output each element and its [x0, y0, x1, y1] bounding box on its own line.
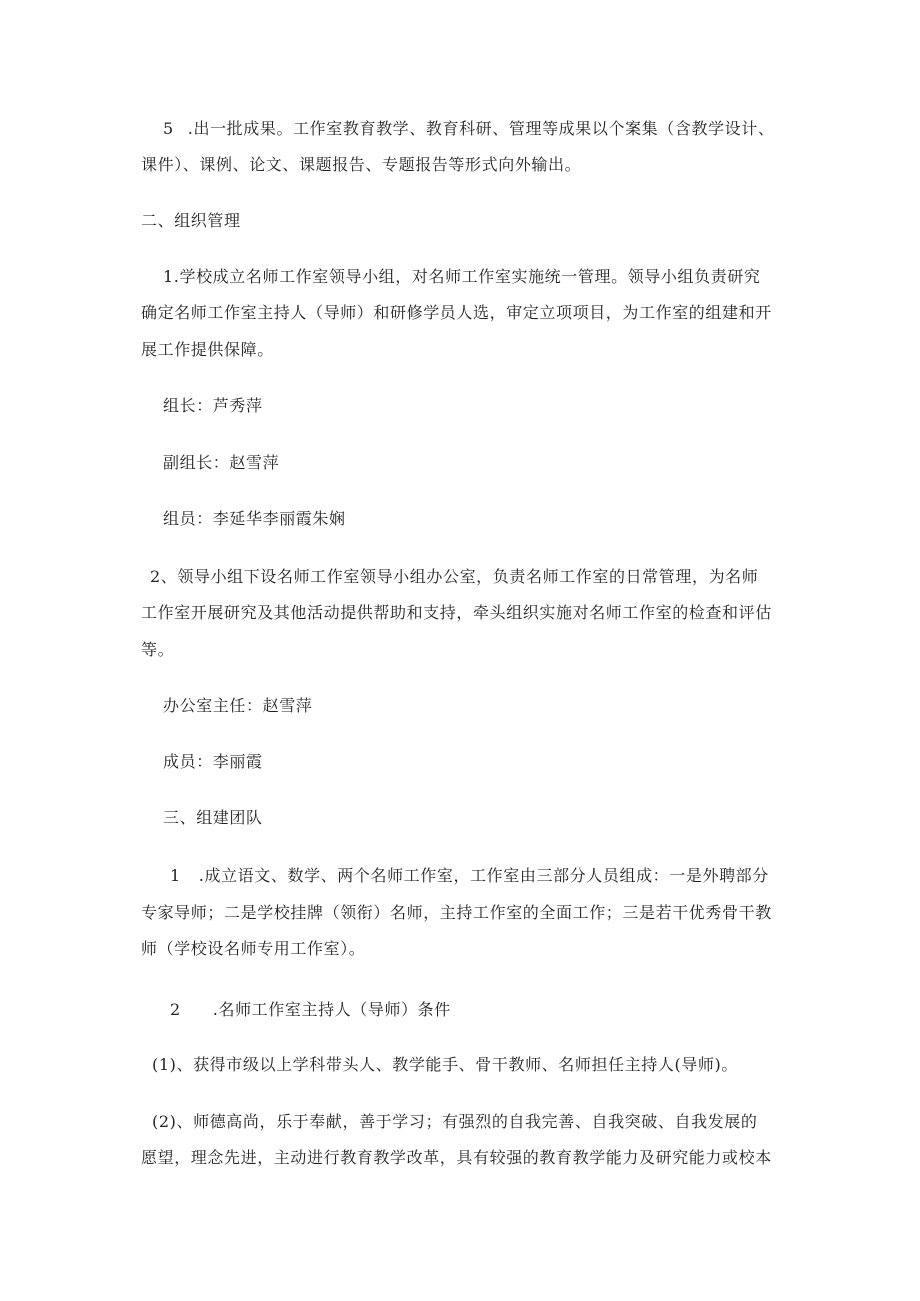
outcome-text: .出一批成果。工作室教育教学、教育科研、管理等成果以个案集（含教学设计、: [187, 119, 775, 138]
outcome-paragraph-line-1: [163, 119, 774, 139]
conditions-number: 2: [170, 1000, 181, 1019]
office-director: 办公室主任：赵雪萍: [163, 696, 313, 715]
deputy-leader: 副组长：赵雪萍: [163, 453, 280, 472]
establish-number: 1: [170, 866, 181, 885]
section-heading-team: 三、组建团队: [163, 808, 263, 827]
establish-line-3: 师（学校设名师专用工作室）。: [141, 939, 366, 958]
conditions-heading: [170, 1000, 451, 1020]
conditions-text: .名师工作室主持人（导师）条件: [212, 1000, 451, 1019]
leading-group-line-1: 1.学校成立名师工作室领导小组，对名师工作室实施统一管理。领导小组负责研究: [163, 267, 761, 286]
section-heading-organization: 二、组织管理: [141, 211, 241, 230]
condition-1: (1)、获得市级以上学科带头人、教学能手、骨干教师、名师担任主持人(导师)。: [152, 1055, 738, 1074]
office-line-3: 等。: [141, 640, 175, 659]
condition-2-line-1: (2)、师德高尚，乐于奉献，善于学习；有强烈的自我完善、自我突破、自我发展的: [152, 1112, 758, 1131]
office-line-1: 2、领导小组下设名师工作室领导小组办公室，负责名师工作室的日常管理，为名师: [150, 567, 759, 586]
leading-group-line-2: 确定名师工作室主持人（导师）和研修学员人选，审定立项项目，为工作室的组建和开: [141, 303, 772, 322]
establish-text: .成立语文、数学、两个名师工作室，工作室由三部分人员组成：一是外聘部分: [198, 866, 769, 885]
office-member: 成员：李丽霞: [163, 752, 263, 771]
office-line-2: 工作室开展研究及其他活动提供帮助和支持，牵头组织实施对名师工作室的检查和评估: [141, 603, 772, 622]
outcome-paragraph-line-2: 课件）、课例、论文、课题报告、专题报告等形式向外输出。: [141, 155, 582, 174]
leading-group-line-3: 展工作提供保障。: [141, 340, 274, 359]
condition-2-line-2: 愿望，理念先进，主动进行教育教学改革，具有较强的教育教学能力及研究能力或校本: [141, 1148, 772, 1167]
establish-line-2: 专家导师；二是学校挂牌（领衔）名师，主持工作室的全面工作；三是若干优秀骨干教: [141, 903, 772, 922]
group-leader: 组长：芦秀萍: [163, 396, 263, 415]
group-members: 组员：李延华李丽霞朱娴: [163, 509, 346, 528]
establish-line-1: [170, 866, 769, 886]
outcome-number: 5: [163, 119, 174, 138]
